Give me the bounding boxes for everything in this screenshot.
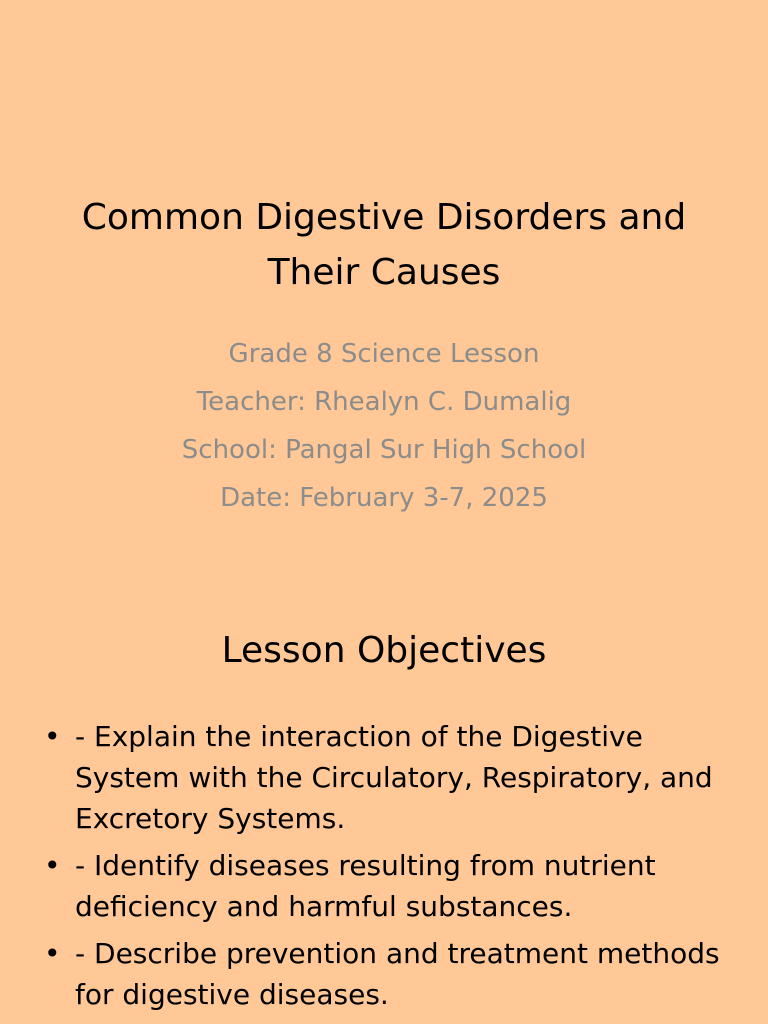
slide-title: Common Digestive Disorders and Their Causes xyxy=(81,197,687,293)
subtitle-line-teacher: Teacher: Rhealyn C. Dumalig xyxy=(196,387,572,417)
objectives-heading: Lesson Objectives xyxy=(221,630,547,671)
objective-item xyxy=(40,845,730,927)
objective-item xyxy=(40,716,730,839)
objective-text: - Explain the interaction of the Digestive System with the Circulatory, Respiratory, and Excretory Systems. xyxy=(75,720,713,835)
slide-subtitle xyxy=(40,330,728,522)
bullet-icon: • xyxy=(44,720,61,753)
subtitle-line-lesson: Grade 8 Science Lesson xyxy=(228,339,540,369)
bullet-icon: • xyxy=(44,849,61,882)
objective-text: - Identify diseases resulting from nutrient deficiency and harmful substances. xyxy=(75,849,656,923)
objectives-list xyxy=(40,716,730,1021)
subtitle-line-school: School: Pangal Sur High School xyxy=(181,435,587,465)
objective-item xyxy=(40,933,730,1015)
subtitle-line-date: Date: February 3-7, 2025 xyxy=(220,483,548,513)
objective-text: - Describe prevention and treatment methods for digestive diseases. xyxy=(75,937,720,1011)
bullet-icon: • xyxy=(44,937,61,970)
